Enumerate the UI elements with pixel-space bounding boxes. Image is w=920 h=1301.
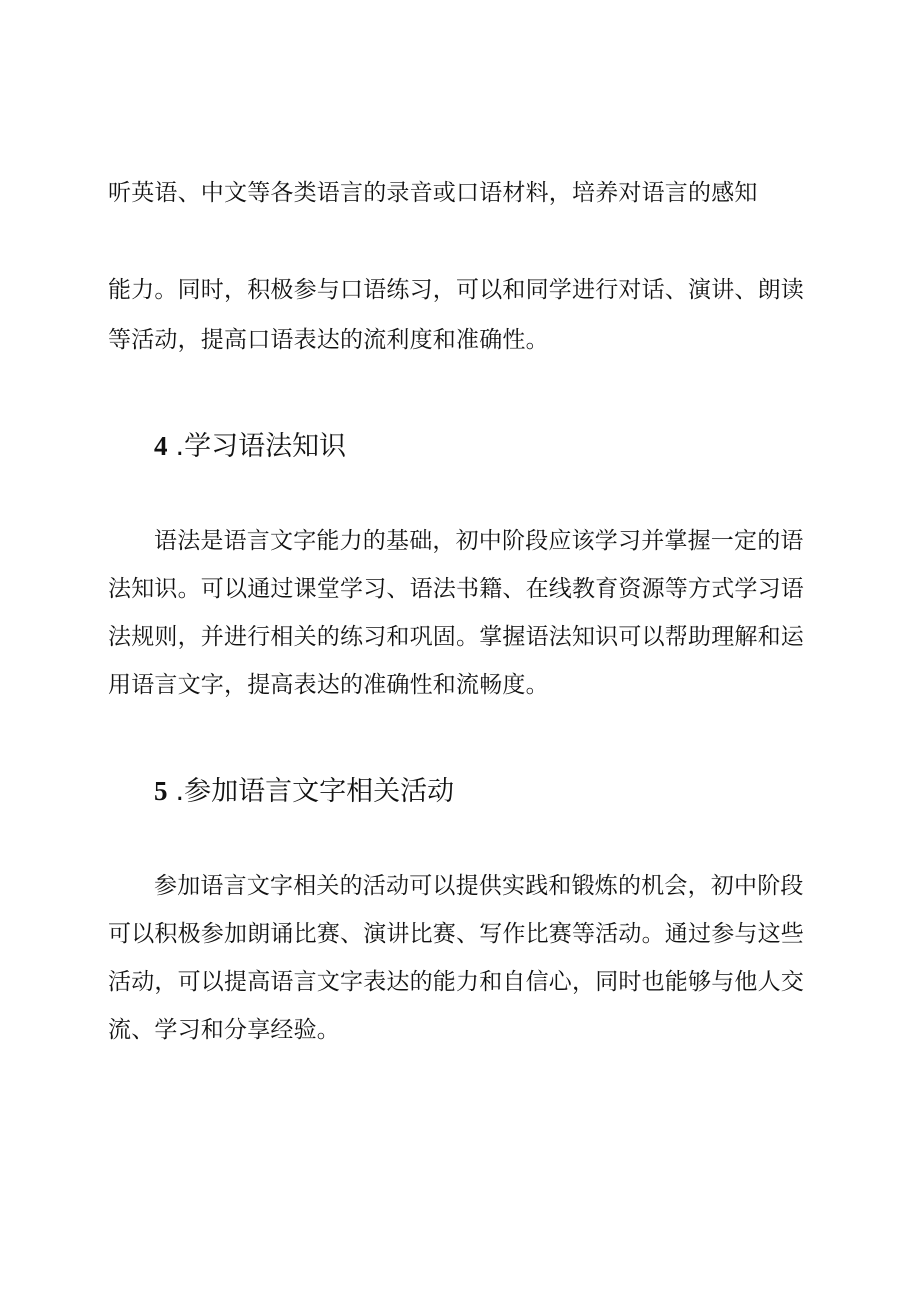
paragraph-line: 活动，可以提高语言文字表达的能力和自信心，同时也能够与他人交 xyxy=(108,969,804,995)
section-heading xyxy=(154,771,454,812)
paragraph-line: 法知识。可以通过课堂学习、语法书籍、在线教育资源等方式学习语 xyxy=(108,576,804,602)
paragraph-line: 流、学习和分享经验。 xyxy=(108,1017,340,1043)
paragraph-line: 听英语、中文等各类语言的录音或口语材料，培养对语言的感知 xyxy=(108,180,758,206)
paragraph-line: 可以积极参加朗诵比赛、演讲比赛、写作比赛等活动。通过参与这些 xyxy=(108,921,804,947)
section-heading xyxy=(154,426,346,467)
paragraph-line: 语法是语言文字能力的基础，初中阶段应该学习并掌握一定的语 xyxy=(154,528,804,554)
paragraph-line: 等活动，提高口语表达的流利度和准确性。 xyxy=(108,327,549,353)
paragraph-line: 法规则，并进行相关的练习和巩固。掌握语法知识可以帮助理解和运 xyxy=(108,624,804,650)
section-title: .参加语言文字相关活动 xyxy=(175,776,455,807)
section-number: 5 xyxy=(154,776,168,806)
paragraph-line: 参加语言文字相关的活动可以提供实践和锻炼的机会，初中阶段 xyxy=(154,873,804,899)
section-number: 4 xyxy=(154,431,168,461)
section-title: .学习语法知识 xyxy=(175,431,347,462)
paragraph-line: 用语言文字，提高表达的准确性和流畅度。 xyxy=(108,672,549,698)
paragraph-line: 能力。同时，积极参与口语练习，可以和同学进行对话、演讲、朗读 xyxy=(108,277,804,303)
